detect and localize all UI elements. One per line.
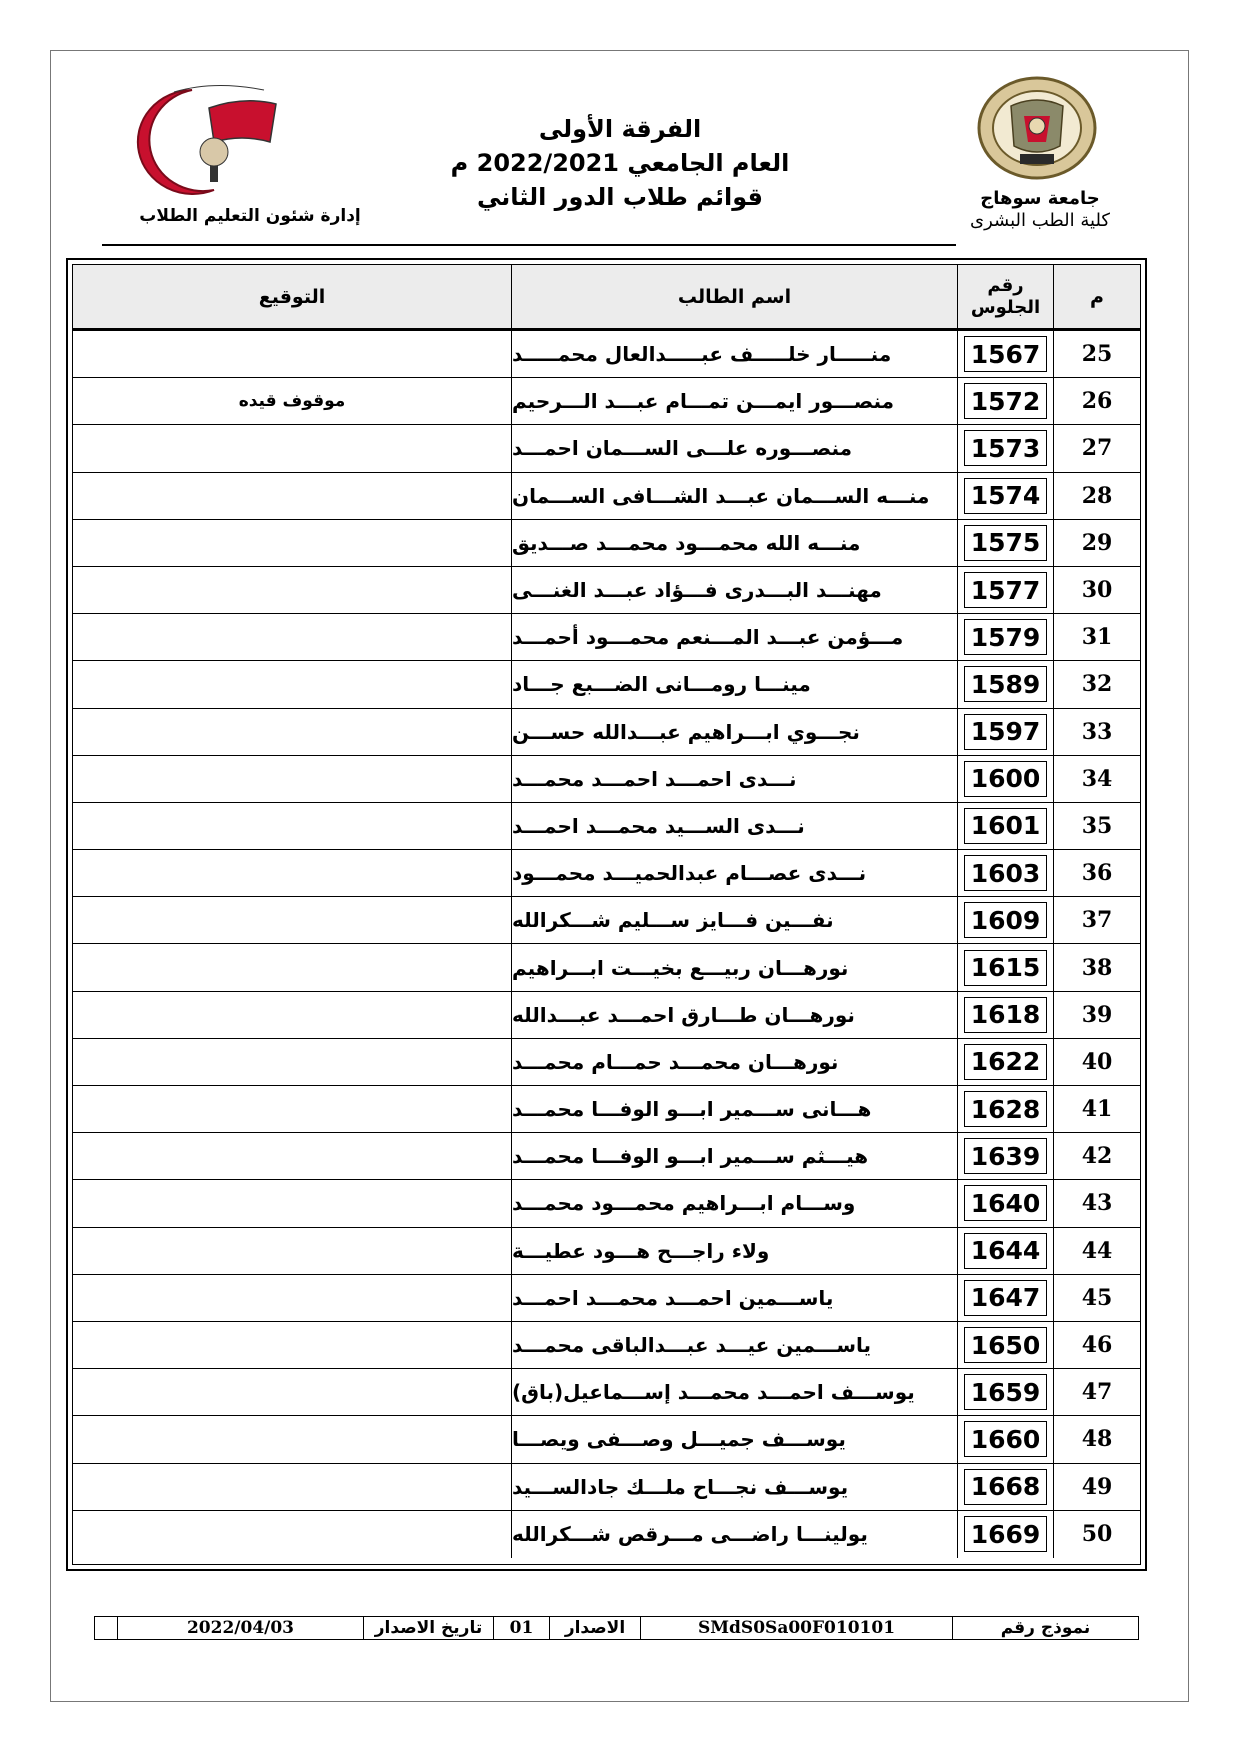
row-number: 28 bbox=[1053, 473, 1140, 519]
table-header-row bbox=[73, 265, 1140, 331]
table-row bbox=[73, 1322, 1140, 1369]
student-name: نـــدى احمـــد احمـــد محمـــد bbox=[511, 756, 957, 802]
student-name: منصـــور ايمـــن تمـــام عبـــد الـــرحيم bbox=[511, 378, 957, 424]
table-row bbox=[73, 1086, 1140, 1133]
student-name: ياســـمين عيـــد عبـــدالباقى محمـــد bbox=[511, 1322, 957, 1368]
student-name: مينـــا رومـــانى الضـــبع جـــاد bbox=[511, 661, 957, 707]
document-title-block bbox=[440, 112, 800, 214]
student-name: منصـــوره علـــى الســـمان احمـــد bbox=[511, 425, 957, 471]
student-name: هـــانى ســـمير ابـــو الوفـــا محمـــد bbox=[511, 1086, 957, 1132]
seat-number: 1628 bbox=[964, 1091, 1048, 1127]
footer-issue-date-value: 2022/04/03 bbox=[117, 1617, 363, 1639]
student-name: يوســـف نجـــاح ملـــك جادالســـيد bbox=[511, 1464, 957, 1510]
header-rule-center bbox=[394, 244, 956, 246]
table-row bbox=[73, 1511, 1140, 1558]
signature-cell bbox=[73, 1086, 511, 1132]
table-row bbox=[73, 850, 1140, 897]
seat-number-cell bbox=[957, 520, 1053, 566]
row-number: 41 bbox=[1053, 1086, 1140, 1132]
seat-number: 1603 bbox=[964, 855, 1048, 891]
seat-number: 1644 bbox=[964, 1233, 1048, 1269]
table-row bbox=[73, 1416, 1140, 1463]
list-title: قوائم طلاب الدور الثاني bbox=[476, 183, 763, 211]
table-row bbox=[73, 661, 1140, 708]
seat-number-cell bbox=[957, 614, 1053, 660]
seat-number-cell bbox=[957, 1416, 1053, 1462]
seat-number-cell bbox=[957, 1275, 1053, 1321]
faculty-of-medicine-logo bbox=[114, 82, 304, 200]
seat-number-cell bbox=[957, 944, 1053, 990]
signature-cell bbox=[73, 661, 511, 707]
row-number: 48 bbox=[1053, 1416, 1140, 1462]
seat-number-cell bbox=[957, 1133, 1053, 1179]
table-row bbox=[73, 1133, 1140, 1180]
signature-cell bbox=[73, 473, 511, 519]
seat-number-cell bbox=[957, 425, 1053, 471]
row-number: 27 bbox=[1053, 425, 1140, 471]
seat-number-cell bbox=[957, 1322, 1053, 1368]
student-name: نـــدى الســـيد محمـــد احمـــد bbox=[511, 803, 957, 849]
student-name: نورهـــان طـــارق احمـــد عبـــدالله bbox=[511, 992, 957, 1038]
seat-number: 1640 bbox=[964, 1185, 1048, 1221]
signature-cell bbox=[73, 1228, 511, 1274]
row-number: 37 bbox=[1053, 897, 1140, 943]
signature-cell bbox=[73, 1322, 511, 1368]
student-name: يوســـف احمـــد محمـــد إســـماعيل(باق) bbox=[511, 1369, 957, 1415]
student-name: منـــه الســـمان عبـــد الشـــافى الســـمان bbox=[511, 473, 957, 519]
student-name: نجـــوي ابـــراهيم عبـــدالله حســـن bbox=[511, 709, 957, 755]
seat-number-cell bbox=[957, 661, 1053, 707]
col-header-seat-line1: رقم bbox=[987, 274, 1024, 296]
academic-year: العام الجامعي 2022/2021 م bbox=[450, 149, 790, 177]
seat-number-cell bbox=[957, 1511, 1053, 1558]
row-number: 47 bbox=[1053, 1369, 1140, 1415]
row-number: 33 bbox=[1053, 709, 1140, 755]
table-row bbox=[73, 709, 1140, 756]
student-name: نورهـــان ربيـــع بخيـــت ابـــراهيم bbox=[511, 944, 957, 990]
table-row bbox=[73, 1369, 1140, 1416]
signature-cell bbox=[73, 709, 511, 755]
seat-number: 1609 bbox=[964, 902, 1048, 938]
seat-number-cell bbox=[957, 331, 1053, 377]
student-name: يولينـــا راضـــى مـــرقص شـــكرالله bbox=[511, 1511, 957, 1558]
seat-number: 1597 bbox=[964, 714, 1048, 750]
seat-number-cell bbox=[957, 992, 1053, 1038]
signature-cell bbox=[73, 756, 511, 802]
signature-cell bbox=[73, 803, 511, 849]
student-name: ياســـمين احمـــد محمـــد احمـــد bbox=[511, 1275, 957, 1321]
seat-number-cell bbox=[957, 1039, 1053, 1085]
student-name: وســـام ابـــراهيم محمـــود محمـــد bbox=[511, 1180, 957, 1226]
seat-number-cell bbox=[957, 850, 1053, 896]
seat-number: 1572 bbox=[964, 383, 1048, 419]
seat-number: 1668 bbox=[964, 1469, 1048, 1505]
student-name: مهنـــد البـــدرى فـــؤاد عبـــد الغنـــى bbox=[511, 567, 957, 613]
row-number: 29 bbox=[1053, 520, 1140, 566]
table-row bbox=[73, 897, 1140, 944]
table-row bbox=[73, 1039, 1140, 1086]
university-seal-logo bbox=[976, 76, 1098, 180]
seat-number: 1659 bbox=[964, 1374, 1048, 1410]
row-number: 50 bbox=[1053, 1511, 1140, 1558]
seat-number: 1574 bbox=[964, 478, 1048, 514]
table-row bbox=[73, 1180, 1140, 1227]
student-name: ولاء راجـــح هـــود عطيـــة bbox=[511, 1228, 957, 1274]
signature-cell bbox=[73, 614, 511, 660]
footer-issue-label: الاصدار bbox=[549, 1617, 640, 1639]
table-body bbox=[73, 331, 1140, 1558]
row-number: 40 bbox=[1053, 1039, 1140, 1085]
seat-number-cell bbox=[957, 1086, 1053, 1132]
table-row bbox=[73, 567, 1140, 614]
signature-cell bbox=[73, 992, 511, 1038]
seat-number: 1615 bbox=[964, 950, 1048, 986]
seat-number-cell bbox=[957, 1464, 1053, 1510]
seat-number: 1589 bbox=[964, 666, 1048, 702]
table-row bbox=[73, 520, 1140, 567]
signature-cell bbox=[73, 1464, 511, 1510]
signature-cell bbox=[73, 897, 511, 943]
col-header-no: م bbox=[1053, 265, 1140, 328]
row-number: 25 bbox=[1053, 331, 1140, 377]
seat-number-cell bbox=[957, 803, 1053, 849]
seat-number-cell bbox=[957, 897, 1053, 943]
footer-issue-value: 01 bbox=[493, 1617, 549, 1639]
signature-cell bbox=[73, 1369, 511, 1415]
row-number: 31 bbox=[1053, 614, 1140, 660]
signature-cell bbox=[73, 520, 511, 566]
row-number: 30 bbox=[1053, 567, 1140, 613]
student-name: يوســـف جميـــل وصـــفى ويصـــا bbox=[511, 1416, 957, 1462]
header-rule-left bbox=[102, 244, 394, 246]
signature-cell bbox=[73, 1416, 511, 1462]
col-header-name: اسم الطالب bbox=[511, 265, 957, 328]
seat-number: 1647 bbox=[964, 1280, 1048, 1316]
seat-number: 1639 bbox=[964, 1138, 1048, 1174]
table-row bbox=[73, 803, 1140, 850]
signature-cell bbox=[73, 1133, 511, 1179]
col-header-signature: التوقيع bbox=[258, 285, 326, 308]
seat-number: 1575 bbox=[964, 525, 1048, 561]
row-number: 49 bbox=[1053, 1464, 1140, 1510]
seat-number: 1601 bbox=[964, 808, 1048, 844]
seat-number-cell bbox=[957, 709, 1053, 755]
row-number: 39 bbox=[1053, 992, 1140, 1038]
row-number: 45 bbox=[1053, 1275, 1140, 1321]
seat-number-cell bbox=[957, 378, 1053, 424]
signature-cell bbox=[73, 1180, 511, 1226]
row-number: 43 bbox=[1053, 1180, 1140, 1226]
signature-cell bbox=[73, 850, 511, 896]
students-table bbox=[66, 258, 1147, 1571]
signature-cell bbox=[73, 1275, 511, 1321]
table-row bbox=[73, 944, 1140, 991]
student-name: نورهـــان محمـــد حمـــام محمـــد bbox=[511, 1039, 957, 1085]
seat-number: 1579 bbox=[964, 619, 1048, 655]
seat-number: 1567 bbox=[964, 336, 1048, 372]
student-name: نفـــين فـــايز ســـليم شـــكرالله bbox=[511, 897, 957, 943]
table-row bbox=[73, 1275, 1140, 1322]
row-number: 42 bbox=[1053, 1133, 1140, 1179]
signature-cell bbox=[73, 331, 511, 377]
table-row bbox=[73, 992, 1140, 1039]
seat-number: 1660 bbox=[964, 1421, 1048, 1457]
seat-number-cell bbox=[957, 473, 1053, 519]
signature-cell bbox=[73, 1511, 511, 1558]
form-footer bbox=[94, 1616, 1139, 1640]
row-number: 38 bbox=[1053, 944, 1140, 990]
seat-number: 1622 bbox=[964, 1044, 1048, 1080]
university-name: جامعة سوهاج bbox=[980, 188, 1100, 209]
table-row bbox=[73, 614, 1140, 661]
signature-cell: موقوف قيده bbox=[238, 391, 346, 412]
seat-number-cell bbox=[957, 1228, 1053, 1274]
table-row bbox=[73, 1228, 1140, 1275]
seat-number-cell bbox=[957, 1180, 1053, 1226]
table-row bbox=[73, 473, 1140, 520]
footer-issue-date-label: تاريخ الاصدار bbox=[363, 1617, 493, 1639]
signature-cell bbox=[73, 1039, 511, 1085]
signature-cell bbox=[73, 944, 511, 990]
table-row bbox=[73, 1464, 1140, 1511]
signature-cell bbox=[73, 425, 511, 471]
seat-number: 1577 bbox=[964, 572, 1048, 608]
col-header-seat-line2: الجلوس bbox=[970, 296, 1041, 318]
seat-number: 1573 bbox=[964, 430, 1048, 466]
row-number: 34 bbox=[1053, 756, 1140, 802]
faculty-name: كلية الطب البشرى bbox=[970, 210, 1110, 231]
seat-number: 1600 bbox=[964, 761, 1048, 797]
footer-blank-cell bbox=[95, 1617, 117, 1639]
col-header-seat bbox=[957, 265, 1053, 328]
seat-number: 1650 bbox=[964, 1327, 1048, 1363]
student-name: نـــدى عصـــام عبدالحميـــد محمـــود bbox=[511, 850, 957, 896]
admin-office-label: إدارة شئون التعليم الطلاب bbox=[139, 206, 361, 226]
university-name-block bbox=[950, 188, 1130, 232]
seat-number: 1669 bbox=[964, 1516, 1048, 1552]
year-group-title: الفرقة الأولى bbox=[538, 115, 702, 143]
row-number: 44 bbox=[1053, 1228, 1140, 1274]
row-number: 32 bbox=[1053, 661, 1140, 707]
row-number: 46 bbox=[1053, 1322, 1140, 1368]
row-number: 36 bbox=[1053, 850, 1140, 896]
table-row bbox=[73, 425, 1140, 472]
table-row bbox=[73, 756, 1140, 803]
footer-form-label: نموذج رقم bbox=[952, 1617, 1138, 1639]
row-number: 26 bbox=[1053, 378, 1140, 424]
student-name: هيـــثم ســـمير ابـــو الوفـــا محمـــد bbox=[511, 1133, 957, 1179]
table-row bbox=[73, 331, 1140, 378]
student-name: مـــؤمن عبـــد المـــنعم محمـــود أحمـــد bbox=[511, 614, 957, 660]
row-number: 35 bbox=[1053, 803, 1140, 849]
seat-number: 1618 bbox=[964, 997, 1048, 1033]
signature-cell bbox=[73, 567, 511, 613]
student-name: منـــه الله محمـــود محمـــد صـــديق bbox=[511, 520, 957, 566]
seat-number-cell bbox=[957, 756, 1053, 802]
student-name: منـــــار خلـــــف عبـــــدالعال محمـــــد bbox=[511, 331, 957, 377]
seat-number-cell bbox=[957, 567, 1053, 613]
footer-form-code: SMdS0Sa00F010101 bbox=[640, 1617, 952, 1639]
seat-number-cell bbox=[957, 1369, 1053, 1415]
table-row bbox=[73, 378, 1140, 425]
